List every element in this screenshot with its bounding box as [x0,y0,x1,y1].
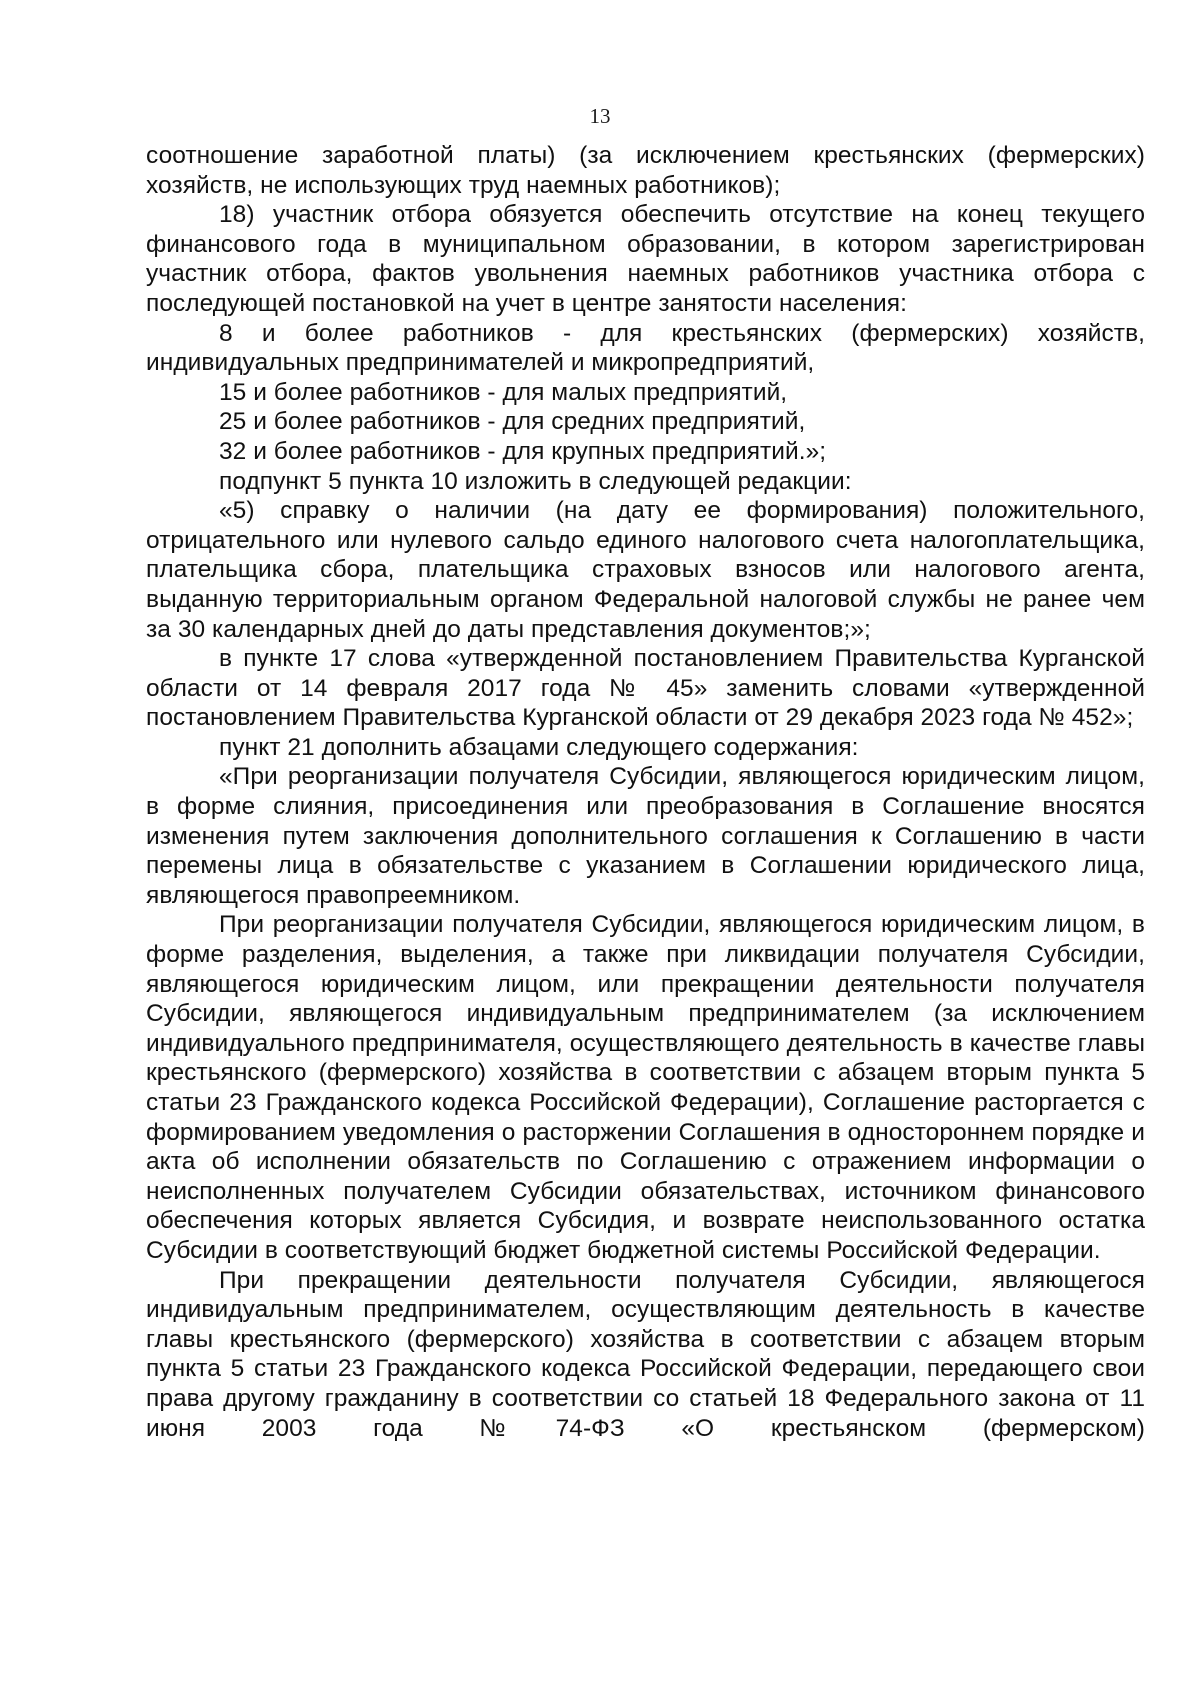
paragraph-subitem-5-text: «5) справку о наличии (на дату ее формирования) положительного, отрицательного или нулевого сальдо единого налогового счета налогоплательщика, плательщика сбора, плательщика страховых взносов или налогового агента, выданную территориальным органом Федеральной налоговой службы не ранее чем за 30 календарных дней до даты представления документов;»; [146,497,1145,643]
paragraph-micro-enterprises: 8 и более работников - для крестьянских (фермерских) хозяйств, индивидуальных предпринимателей и микропредприятий, [146,319,1145,377]
paragraph-medium-enterprises: 25 и более работников - для средних предприятий, [219,408,806,436]
paragraph-item-17-amendment: в пункте 17 слова «утвержденной постановлением Правительства Курганской области от 14 февраля 2017 года № 45» заменить словами «утвержденной постановлением Правительства Курганской области от 29 декабря 2023 года № 452»; [146,645,1145,732]
paragraph-item-21-intro: пункт 21 дополнить абзацами следующего содержания: [219,733,859,761]
paragraph-large-enterprises: 32 и более работников - для крупных предприятий.»; [219,437,827,465]
paragraph-small-enterprises: 15 и более работников - для малых предприятий, [219,378,788,406]
paragraph-wage-ratio-end: соотношение заработной платы) (за исключением крестьянских (фермерских) хозяйств, не использующих труд наемных работников); [146,142,1145,199]
document-body [146,141,1145,1443]
paragraph-item-18: 18) участник отбора обязуется обеспечить отсутствие на конец текущего финансового года в муниципальном образовании, в котором зарегистрирован участник отбора, фактов увольнения наемных работников участника отбора с последующей постановкой на учет в центре занятости населения: [146,201,1145,317]
paragraph-reorganization-division: При реорганизации получателя Субсидии, являющегося юридическим лицом, в форме разделения, выделения, а также при ликвидации получателя Субсидии, являющегося юридическим лицом, или прекращении деятельности получателя Субсидии, являющегося индивидуальным предпринимателем (за исключением индивидуального предпринимателя, осуществляющего деятельность в качестве главы крестьянского (фермерского) хозяйства в соответствии с абзацем вторым пункта 5 статьи 23 Гражданского кодекса Российской Федерации), Соглашение расторгается с формированием уведомления о расторжении Соглашения в одностороннем порядке и акта об исполнении обязательств по Соглашению с отражением информации о неисполненных получателем Субсидии обязательствах, источником финансового обеспечения которых является Субсидия, и возврате неиспользованного остатка Субсидии в соответствующий бюджет бюджетной системы Российской Федерации. [146,911,1145,1264]
paragraph-farm-head-termination: При прекращении деятельности получателя Субсидии, являющегося индивидуальным предпринимателем, осуществляющим деятельность в качестве главы крестьянского (фермерского) хозяйства в соответствии с абзацем вторым пункта 5 статьи 23 Гражданского кодекса Российской Федерации, передающего свои права другому гражданину в соответствии со статьей 18 Федерального закона от 11 июня 2003 года №74-ФЗ «О крестьянском (фермерском) [146,1266,1145,1442]
paragraph-subitem-5-intro: подпункт 5 пункта 10 изложить в следующей редакции: [219,467,852,495]
paragraph-reorganization-merger: «При реорганизации получателя Субсидии, являющегося юридическим лицом, в форме слияния, присоединения или преобразования в Соглашение вносятся изменения путем заключения дополнительного соглашения к Соглашению в части перемены лица в обязательстве с указанием в Соглашении юридического лица, являющегося правопреемником. [146,763,1145,909]
page-number: 13 [589,104,611,128]
